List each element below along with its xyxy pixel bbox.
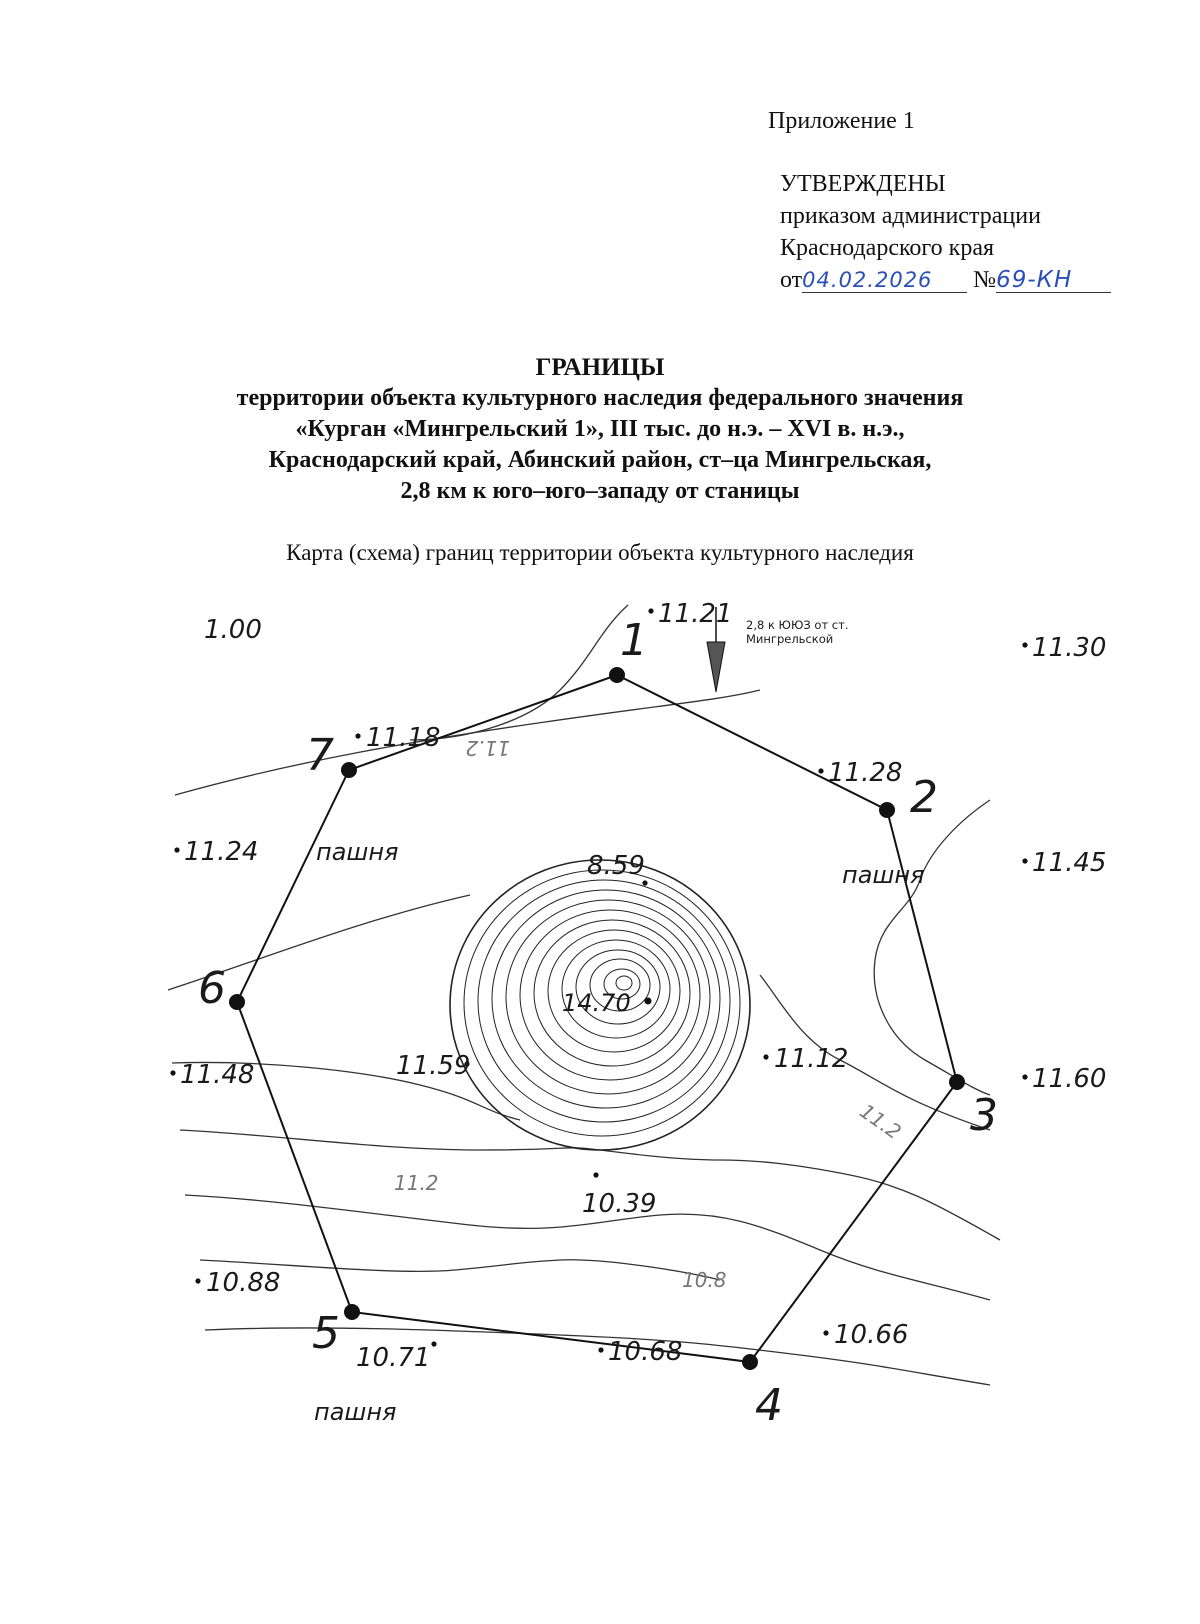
elevation-dot — [593, 1172, 598, 1177]
approval-block — [780, 168, 1111, 296]
elevation-labels — [180, 599, 1106, 1373]
elevation-label: 10.68 — [608, 1337, 683, 1367]
direction-note-line-2: Мингрельской — [746, 632, 834, 646]
appendix-label: Приложение 1 — [768, 108, 915, 134]
elevation-dot — [818, 768, 823, 773]
point-label-5: 5 — [312, 1308, 340, 1359]
boundary-map — [0, 580, 1200, 1460]
boundary-point-6 — [229, 994, 245, 1010]
elevation-dots — [170, 608, 1027, 1352]
elevation-label: 10.71 — [356, 1343, 431, 1373]
handwritten-number: 69-КН — [996, 267, 1073, 293]
contour-label: 11.2 — [855, 1098, 906, 1144]
elevation-label: 11.24 — [184, 837, 259, 867]
boundary-point-4 — [742, 1354, 758, 1370]
map-subtitle: Карта (схема) границ территории объекта культурного наследия — [286, 540, 914, 565]
date-field — [802, 268, 967, 293]
approved-heading: УТВЕРЖДЕНЫ — [780, 171, 946, 197]
land-label-arable: пашня — [314, 1398, 397, 1426]
contour-label: 11.2 — [465, 736, 510, 760]
order-line-2: Краснодарского края — [780, 235, 995, 261]
number-field — [996, 268, 1111, 293]
boundary-point-labels — [198, 615, 998, 1431]
point-label-7: 7 — [306, 730, 334, 781]
document-title — [0, 352, 1200, 507]
elevation-dot — [648, 608, 653, 613]
boundary-point-5 — [344, 1304, 360, 1320]
elevation-label: 11.59 — [396, 1051, 471, 1081]
elevation-dot — [645, 998, 652, 1005]
elevation-label: 11.60 — [1032, 1064, 1107, 1094]
point-label-1: 1 — [620, 615, 648, 666]
contour-line — [410, 605, 628, 740]
elevation-label: 10.88 — [206, 1268, 281, 1298]
elevation-label: 11.30 — [1032, 633, 1107, 663]
elevation-label: 10.39 — [582, 1189, 657, 1219]
title-line-2: территории объекта культурного наследия федерального значения — [236, 385, 964, 411]
title-line-4: Краснодарский край, Абинский район, ст–ца Мингрельская, — [268, 447, 932, 473]
land-label-arable: пашня — [842, 861, 925, 889]
elevation-label: 1.00 — [204, 615, 262, 645]
title-line-3: «Курган «Мингрельский 1», III тыс. до н.э. – XVI в. н.э., — [295, 416, 905, 442]
elevation-dot — [763, 1054, 768, 1059]
elevation-label: 11.12 — [774, 1044, 849, 1074]
elevation-dot — [355, 733, 360, 738]
order-date-line — [780, 264, 1111, 296]
boundary-point-2 — [879, 802, 895, 818]
elevation-dot — [431, 1341, 436, 1346]
contour-label: 10.8 — [682, 1268, 727, 1292]
elevation-label: 11.45 — [1032, 848, 1107, 878]
elevation-dot — [598, 1347, 603, 1352]
elevation-dot — [642, 880, 647, 885]
contour-label: 11.2 — [394, 1171, 439, 1195]
north-arrow-head — [707, 642, 725, 692]
elevation-label: 11.28 — [828, 758, 903, 788]
elevation-dot — [823, 1330, 828, 1335]
point-label-6: 6 — [198, 963, 226, 1014]
direction-note-line-1: 2,8 к ЮЮЗ от ст. — [746, 618, 849, 632]
point-label-3: 3 — [970, 1090, 998, 1141]
number-prefix: № — [973, 267, 997, 293]
point-label-2: 2 — [910, 772, 938, 823]
mound-contour — [616, 976, 632, 990]
contour-line — [874, 800, 990, 1095]
elevation-label: 14.70 — [562, 989, 631, 1017]
elevation-dot — [1022, 642, 1027, 647]
order-line-1: приказом администрации — [780, 203, 1041, 229]
title-line-5: 2,8 км к юго–юго–западу от станицы — [400, 478, 800, 504]
elevation-label: 11.21 — [658, 599, 733, 629]
boundary-point-7 — [341, 762, 357, 778]
handwritten-date: 04.02.2026 — [802, 268, 933, 292]
date-prefix: от — [780, 267, 803, 293]
boundary-point-1 — [609, 667, 625, 683]
point-label-4: 4 — [755, 1380, 783, 1431]
elevation-dot — [1022, 858, 1027, 863]
land-label-arable: пашня — [316, 838, 399, 866]
elevation-dot — [174, 847, 179, 852]
elevation-dot — [195, 1278, 200, 1283]
elevation-dot — [170, 1070, 175, 1075]
elevation-label: 8.59 — [587, 851, 645, 881]
elevation-label: 11.48 — [180, 1060, 255, 1090]
elevation-label: 10.66 — [834, 1320, 909, 1350]
boundary-point-3 — [949, 1074, 965, 1090]
elevation-label: 11.18 — [366, 723, 441, 753]
elevation-dot — [1022, 1074, 1027, 1079]
title-line-1: ГРАНИЦЫ — [535, 354, 665, 381]
